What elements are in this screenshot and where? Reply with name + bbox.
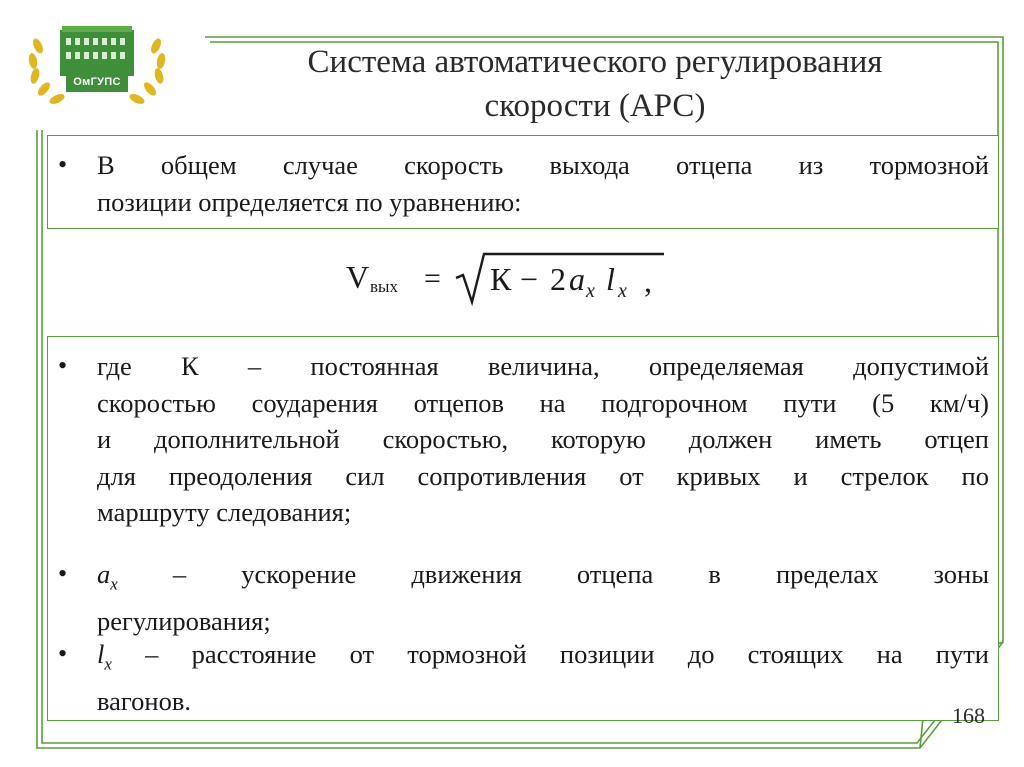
bullet-icon: • bbox=[58, 639, 68, 668]
definition-l-line-1 bbox=[97, 636, 989, 683]
definition-a-line-1 bbox=[97, 556, 989, 603]
definition-l bbox=[97, 636, 989, 719]
definition-l-sub: x bbox=[104, 654, 112, 674]
formula-lhs-sub: вых bbox=[370, 277, 398, 296]
definition-k-line-2: скоростью соударения отцепов на подгорочном пути (5 км/ч) bbox=[97, 387, 989, 418]
formula-lhs: V bbox=[346, 259, 370, 295]
definition-k-line-1: где К – постоянная величина, определяемая допустимой bbox=[97, 351, 989, 381]
definition-k bbox=[97, 348, 989, 531]
definition-a-var: a bbox=[97, 559, 111, 589]
definition-l-desc: – расстояние от тормозной позиции до стоящих на пути bbox=[111, 639, 989, 669]
definition-a-line-2: регулирования; bbox=[97, 605, 271, 636]
definition-a-sub: x bbox=[110, 574, 118, 594]
logo-label: ОмГУПС bbox=[73, 76, 121, 88]
definition-a bbox=[97, 556, 989, 639]
formula-a: a bbox=[569, 261, 585, 297]
bullet-icon: • bbox=[58, 150, 68, 179]
bullet-icon: • bbox=[58, 559, 68, 588]
formula-comma: , bbox=[644, 263, 652, 299]
intro-line-1: В общем случае скорость выхода отцепа из тормозной bbox=[97, 150, 989, 180]
intro-line-2: позиции определяется по уравнению: bbox=[97, 186, 522, 217]
velocity-formula bbox=[344, 248, 684, 308]
definition-a-desc: – ускорение движения отцепа в пределах зоны bbox=[117, 559, 989, 589]
formula-k: К bbox=[490, 261, 512, 297]
definition-l-var: l bbox=[97, 639, 105, 669]
definition-k-line-3: и дополнительной скоростью, которую должен иметь отцеп bbox=[97, 424, 989, 454]
page-number: 168 bbox=[952, 703, 985, 728]
definition-l-line-2: вагонов. bbox=[97, 685, 191, 716]
formula-l: l bbox=[606, 261, 615, 297]
formula-minus: − bbox=[520, 261, 539, 297]
formula-eq: = bbox=[424, 262, 441, 295]
bullet-icon: • bbox=[58, 351, 68, 380]
formula-two: 2 bbox=[550, 261, 566, 297]
title-line-2: скорости (АРС) bbox=[484, 88, 706, 124]
definition-k-line-4: для преодоления сил сопротивления от кривых и стрелок по bbox=[97, 460, 989, 491]
title-line-1: Система автоматического регулирования bbox=[307, 44, 883, 80]
definition-k-line-5: маршруту следования; bbox=[97, 497, 352, 527]
formula-l-sub: x bbox=[618, 280, 627, 302]
formula-a-sub: x bbox=[586, 280, 595, 302]
intro-text bbox=[97, 147, 989, 220]
university-logo bbox=[22, 16, 172, 116]
slide-title bbox=[215, 40, 975, 128]
